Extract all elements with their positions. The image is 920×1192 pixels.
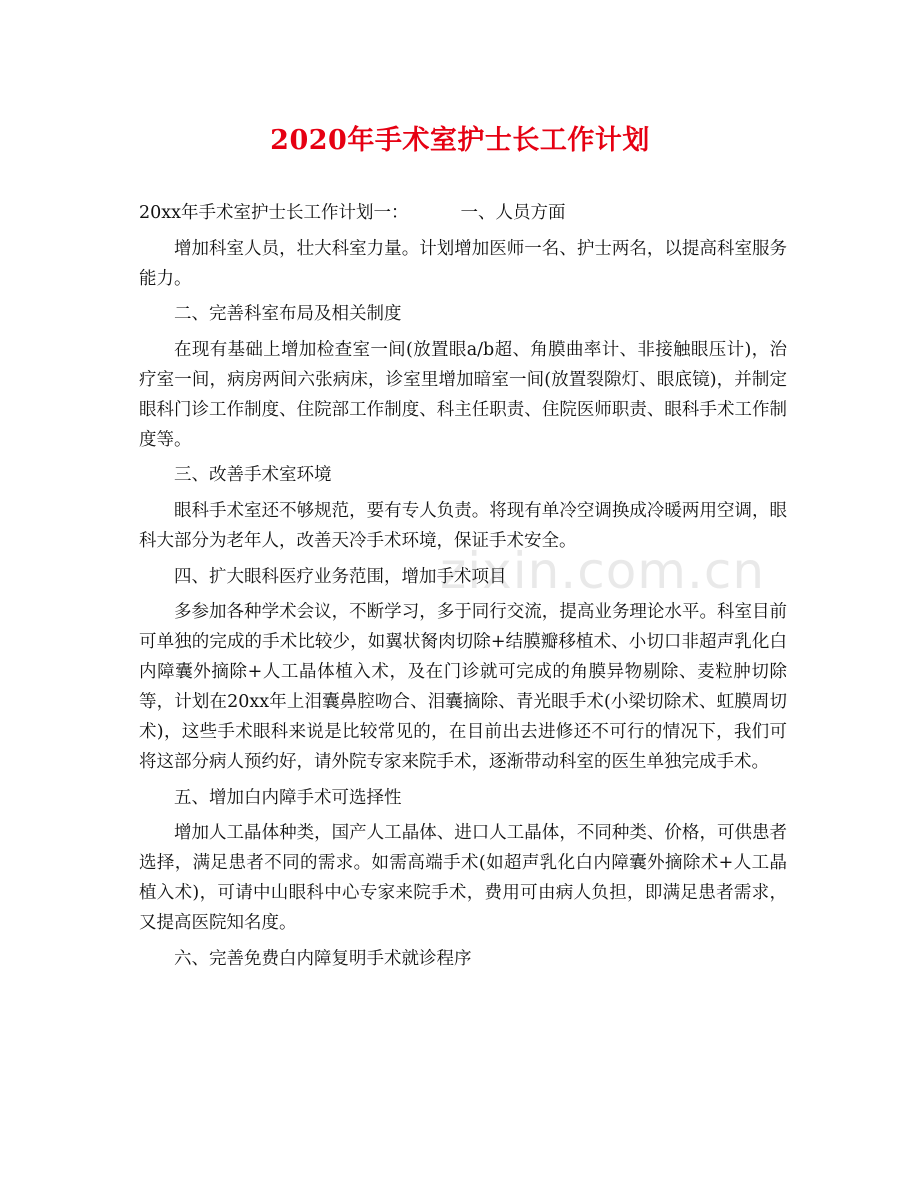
section6-heading: 六、完善免费白内障复明手术就诊程序	[174, 948, 472, 969]
section4-text: 多参加各种学术会议，不断学习，多于同行交流，提高业务理论水平。科室目前可单独的完成的手术比较少，如翼状胬肉切除+结膜瓣移植术、小切口非超声乳化白内障囊外摘除+人工晶体植入术，及在门诊就可完成的角膜异物剔除、麦粒肿切除等，计划在20xx年上泪囊鼻腔吻合、泪囊摘除、青光眼手术(小梁切除术、虹膜周切术)，这些手术眼科来说是比较常见的，在目前出去进修还不可行的情况下，我们可将这部分病人预约好，请外院专家来院手术，逐渐带动科室的医生单独完成手术。	[139, 602, 787, 773]
section5-text: 增加人工晶体种类，国产人工晶体、进口人工晶体，不同种类、价格，可供患者选择，满足患者不同的需求。如需高端手术(如超声乳化白内障囊外摘除术+人工晶植入术)，可请中山眼科中心专家来院手术，费用可由病人负担，即满足患者需求，又提高医院知名度。	[139, 823, 787, 934]
section4-heading: 四、扩大眼科医疗业务范围，增加手术项目	[174, 566, 507, 587]
section1-heading: 一、人员方面	[460, 203, 566, 223]
section3-text: 眼科手术室还不够规范，要有专人负责。将现有单冷空调换成冷暖两用空调，眼科大部分为老年人，改善天冷手术环境，保证手术安全。	[139, 500, 787, 551]
section2-text: 在现有基础上增加检查室一间(放置眼a/b超、角膜曲率计、非接触眼压计)，治疗室一间，病房两间六张病床，诊室里增加暗室一间(放置裂隙灯、眼底镜)，并制定眼科门诊工作制度、住院部工作制度、科主任职责、住院医师职责、眼科手术工作制度等。	[139, 339, 787, 450]
intro-line	[139, 198, 787, 228]
section5-heading: 五、增加白内障手术可选择性	[174, 787, 402, 808]
section2-heading: 二、完善科室布局及相关制度	[174, 304, 402, 325]
section3-heading: 三、改善手术室环境	[174, 465, 332, 486]
document-body	[139, 198, 787, 980]
document-title: 2020年手术室护士长工作计划	[270, 125, 650, 156]
watermark-text: zixin.com.cn	[440, 542, 766, 600]
section1-text: 增加科室人员，壮大科室力量。计划增加医师一名、护士两名，以提高科室服务能力。	[139, 238, 787, 289]
intro-text: 20xx年手术室护士长工作计划一：	[139, 203, 409, 223]
